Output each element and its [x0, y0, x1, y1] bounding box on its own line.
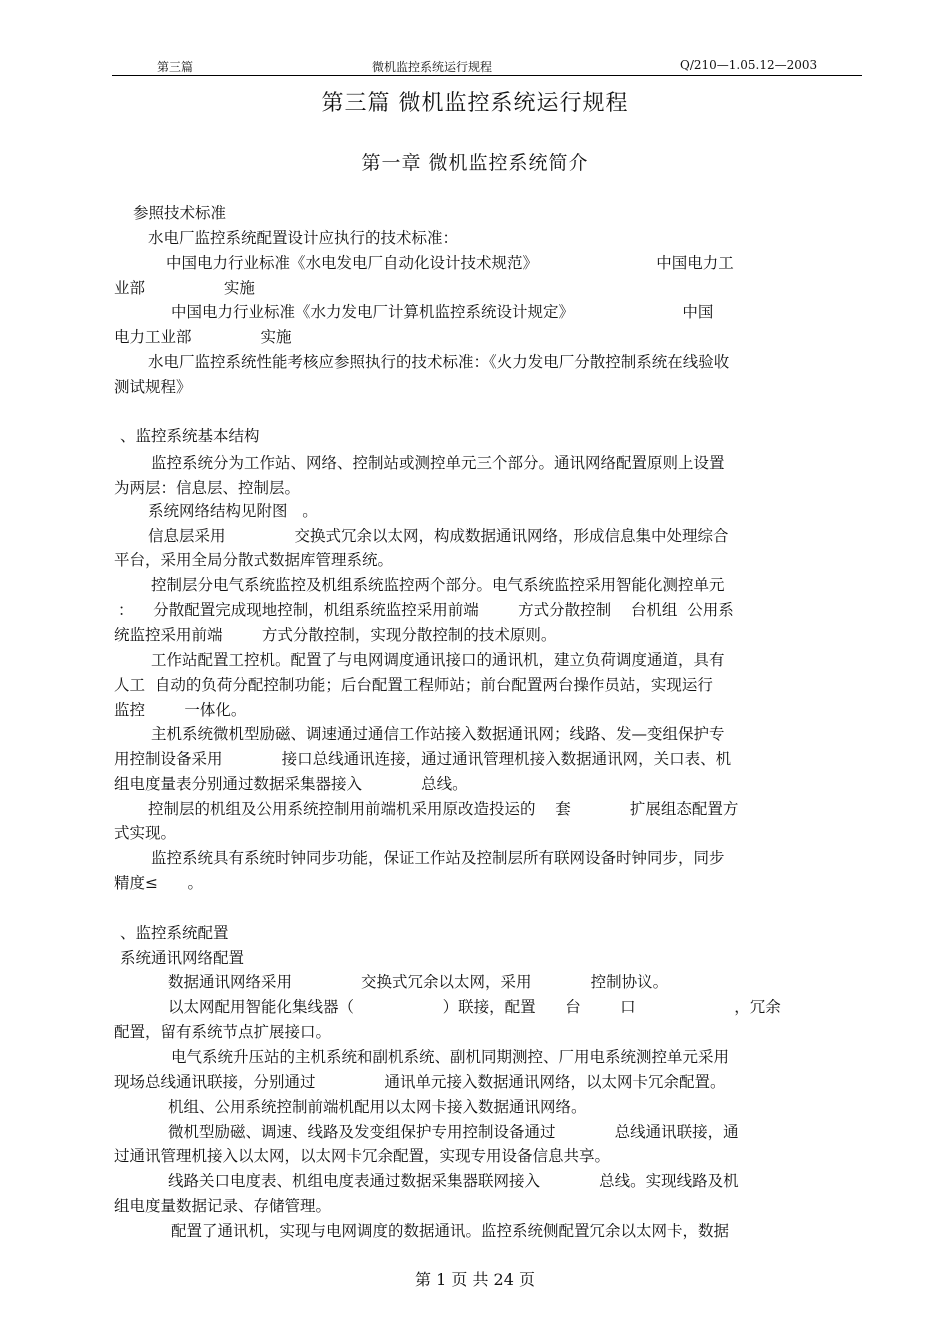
text-line: 精度≤ 。	[114, 874, 204, 892]
text-line: 为两层：信息层、控制层。	[114, 479, 301, 497]
text-line: 人工 自动的负荷分配控制功能；后台配置工程师站；前台配置两台操作员站，实现运行	[114, 676, 713, 694]
text-line: 监控系统具有系统时钟同步功能，保证工作站及控制层所有联网设备时钟同步，同步	[151, 849, 725, 867]
text-line: 组电度量数据记录、存储管理。	[114, 1197, 332, 1215]
text-line: 控制层分电气系统监控及机组系统监控两个部分。电气系统监控采用智能化测控单元	[151, 576, 725, 594]
text-line: 水电厂监控系统性能考核应参照执行的技术标准：《火力发电厂分散控制系统在线验收	[148, 353, 730, 371]
chapter-title: 第一章 微机监控系统简介	[361, 152, 589, 174]
text-line: 电气系统升压站的主机系统和副机系统、副机同期测控、厂用电系统测控单元采用	[171, 1048, 730, 1066]
text-line: 式实现。	[114, 824, 177, 842]
text-line: ： 分散配置完成现地控制，机组系统监控采用前端 方式分散控制 台机组 公用系	[118, 601, 734, 619]
header-center: 微机监控系统运行规程	[372, 60, 493, 74]
subsection-heading: 系统通讯网络配置	[120, 949, 245, 967]
text-line: 中国电力行业标准《水力发电厂计算机监控系统设计规定》 中国	[171, 303, 714, 321]
text-line: 信息层采用 交换式冗余以太网，构成数据通讯网络，形成信息集中处理综合	[148, 527, 729, 545]
page-footer: 第 1 页 共 24 页	[415, 1270, 535, 1289]
text-line: 现场总线通讯联接，分别通过 通讯单元接入数据通讯网络，以太网卡冗余配置。	[114, 1073, 726, 1091]
page-title: 第三篇 微机监控系统运行规程	[321, 91, 629, 116]
text-line: 以太网配用智能化集线器（ ）联接，配置 台 口 ，冗余	[168, 998, 781, 1016]
text-line: 配置了通讯机，实现与电网调度的数据通讯。监控系统侧配置冗余以太网卡，数据	[171, 1222, 730, 1240]
text-line: 系统网络结构见附图 。	[148, 502, 318, 520]
section-heading: 、监控系统配置	[120, 924, 229, 942]
text-line: 线路关口电度表、机组电度表通过数据采集器联网接入 总线。实现线路及机	[168, 1172, 739, 1190]
text-line: 监控 一体化。	[114, 701, 247, 719]
text-line: 工作站配置工控机。配置了与电网调度通讯接口的通讯机，建立负荷调度通道，具有	[151, 651, 725, 669]
text-line: 参照技术标准	[133, 204, 227, 222]
text-line: 电力工业部 实施	[114, 328, 292, 346]
text-line: 机组、公用系统控制前端机配用以太网卡接入数据通讯网络。	[168, 1098, 587, 1116]
text-line: 数据通讯网络采用 交换式冗余以太网，采用 控制协议。	[168, 973, 669, 991]
text-line: 微机型励磁、调速、线路及发变组保护专用控制设备通过 总线通讯联接，通	[168, 1123, 739, 1141]
header-right: Q/210—1.05.12—2003	[680, 58, 818, 72]
section-heading: 、监控系统基本结构	[120, 427, 260, 445]
text-line: 组电度量表分别通过数据采集器接入 总线。	[114, 775, 468, 793]
text-line: 业部 实施	[114, 279, 255, 297]
text-line: 水电厂监控系统配置设计应执行的技术标准：	[148, 229, 459, 247]
text-line: 平台，采用全局分散式数据库管理系统。	[114, 551, 394, 569]
header-left: 第三篇	[157, 60, 194, 74]
text-line: 用控制设备采用 接口总线通讯连接，通过通讯管理机接入数据通讯网，关口表、机	[114, 750, 732, 768]
text-line: 配置，留有系统节点扩展接口。	[114, 1023, 332, 1041]
text-line: 测试规程》	[114, 378, 192, 396]
text-line: 中国电力行业标准《水电发电厂自动化设计技术规范》 中国电力工	[166, 254, 734, 272]
text-line: 监控系统分为工作站、网络、控制站或测控单元三个部分。通讯网络配置原则上设置	[151, 454, 725, 472]
page-header	[112, 57, 862, 76]
text-line: 过通讯管理机接入以太网，以太网卡冗余配置，实现专用设备信息共享。	[114, 1147, 611, 1165]
text-line: 统监控采用前端 方式分散控制，实现分散控制的技术原则。	[114, 626, 557, 644]
text-line: 控制层的机组及公用系统控制用前端机采用原改造投运的 套 扩展组态配置方	[148, 800, 739, 818]
text-line: 主机系统微机型励磁、调速通过通信工作站接入数据通讯网；线路、发—变组保护专	[151, 725, 725, 743]
